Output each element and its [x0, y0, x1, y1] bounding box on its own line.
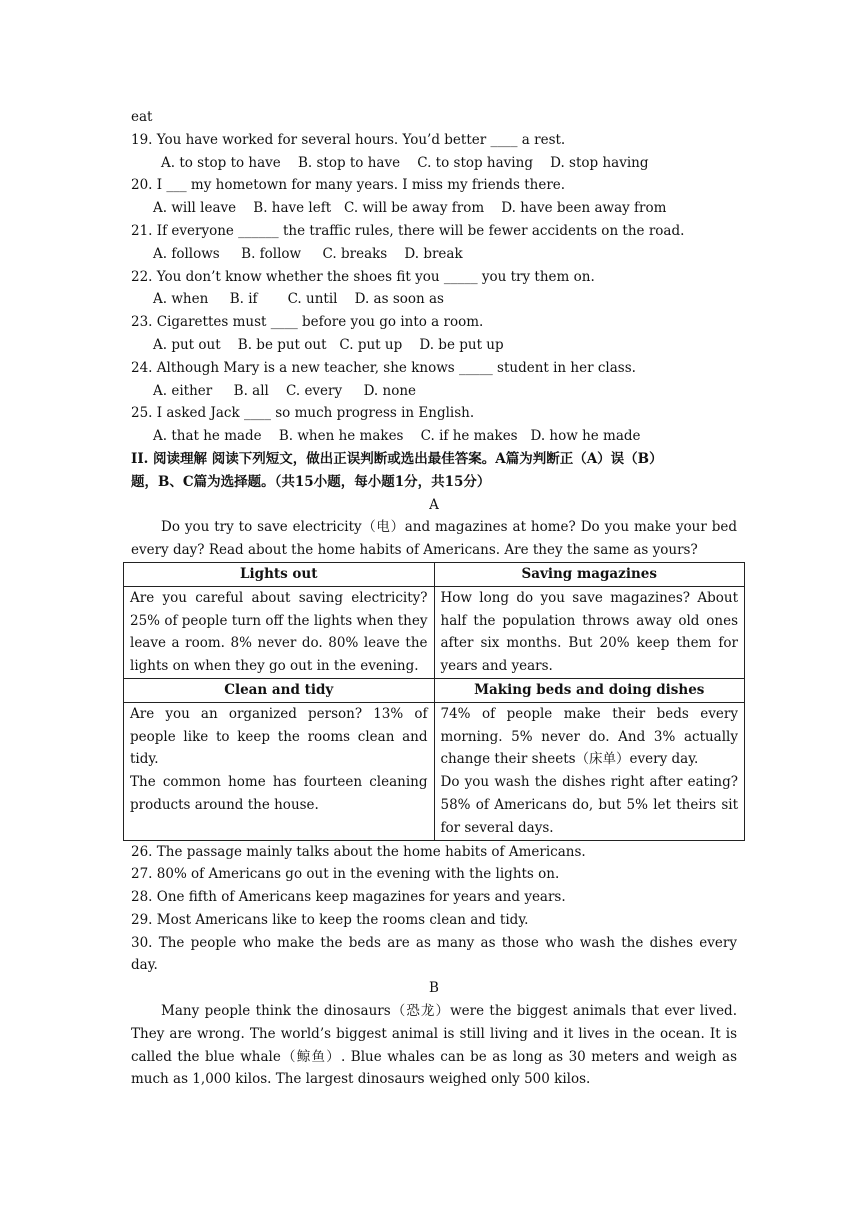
question-stem: 25. I asked Jack ____ so much progress in English. [131, 405, 475, 422]
table-head-beds-and-dishes: Making beds and doing dishes [434, 678, 745, 702]
passage-a-intro: Do you try to save electricity（电）and magazines at home? Do you make your bed every day? Read about the home habits of Americans. Are they the same as yours? [131, 519, 737, 559]
section-2-heading-line-1: II. 阅读理解 阅读下列短文，做出正误判断或选出最佳答案。A篇为判断正（A）误（B） [131, 450, 663, 467]
clean-tidy-para-2: The common home has fourteen cleaning products around the house. [130, 774, 428, 813]
question-options: A. that he made B. when he makes C. if he makes D. how he made [153, 428, 641, 445]
passage-a-label: A [429, 496, 439, 513]
true-false-statement: 26. The passage mainly talks about the home habits of Americans. [131, 843, 586, 860]
true-false-statement: 29. Most Americans like to keep the rooms clean and tidy. [131, 911, 529, 928]
table-cell-beds-and-dishes [434, 702, 745, 840]
question-stem: 21. If everyone ______ the traffic rules, there will be fewer accidents on the road. [131, 222, 685, 239]
document-content [131, 106, 737, 1091]
statement-list [131, 841, 737, 978]
true-false-statement: 28. One fifth of Americans keep magazines for years and years. [131, 889, 566, 906]
question-options: A. put out B. be put out C. put up D. be put up [153, 336, 504, 353]
home-habits-table [123, 562, 745, 841]
beds-dishes-para-2: Do you wash the dishes right after eating? 58% of Americans do, but 5% let theirs sit for several days. [440, 774, 738, 836]
question-options: A. will leave B. have left C. will be away from D. have been away from [153, 200, 667, 217]
passage-b-text: Many people think the dinosaurs（恐龙）were the biggest animals that ever lived. They are wrong. The world’s biggest animal is still living and it lives in the ocean. It is called the blue whale（鲸鱼）. Blue whales can be as long as 30 meters and weigh as much as 1,000 kilos. The largest dinosaurs weighed only 500 kilos. [131, 1003, 737, 1088]
question-options: A. follows B. follow C. breaks D. break [153, 245, 463, 262]
table-head-lights-out: Lights out [124, 562, 435, 586]
table-cell-saving-magazines: How long do you save magazines? About half the population throws away old ones after six months. But 20% keep them for years and years. [434, 586, 745, 678]
table-head-clean-and-tidy: Clean and tidy [124, 678, 435, 702]
top-fragment: eat [131, 109, 153, 125]
true-false-statement: 27. 80% of Americans go out in the evening with the lights on. [131, 866, 560, 883]
question-stem: 24. Although Mary is a new teacher, she knows _____ student in her class. [131, 359, 636, 376]
passage-b-label: B [429, 980, 439, 997]
question-list [131, 129, 737, 448]
question-options: A. to stop to have B. stop to have C. to stop having D. stop having [161, 154, 649, 171]
table-cell-lights-out: Are you careful about saving electricity? 25% of people turn off the lights when they leave a room. 8% never do. 80% leave the lights on when they go out in the evening. [124, 586, 435, 678]
section-2-heading [131, 448, 737, 494]
question-options: A. when B. if C. until D. as soon as [153, 291, 444, 308]
question-stem: 20. I ___ my hometown for many years. I miss my friends there. [131, 177, 566, 194]
section-2-heading-line-2: 题，B、C篇为选择题。（共15小题，每小题1分，共15分） [131, 473, 491, 490]
question-options: A. either B. all C. every D. none [153, 382, 417, 399]
beds-dishes-para-1: 74% of people make their beds every morning. 5% never do. And 3% actually change their sheets（床单）every day. [440, 705, 738, 768]
question-stem: 22. You don’t know whether the shoes fit you _____ you try them on. [131, 268, 595, 285]
table-cell-clean-and-tidy [124, 702, 435, 840]
table-head-saving-magazines: Saving magazines [434, 562, 745, 586]
true-false-statement: 30. The people who make the beds are as many as those who wash the dishes every day. [131, 934, 737, 974]
question-stem: 19. You have worked for several hours. You’d better ____ a rest. [131, 131, 566, 148]
clean-tidy-para-1: Are you an organized person? 13% of people like to keep the rooms clean and tidy. [130, 705, 428, 768]
question-stem: 23. Cigarettes must ____ before you go into a room. [131, 314, 484, 331]
